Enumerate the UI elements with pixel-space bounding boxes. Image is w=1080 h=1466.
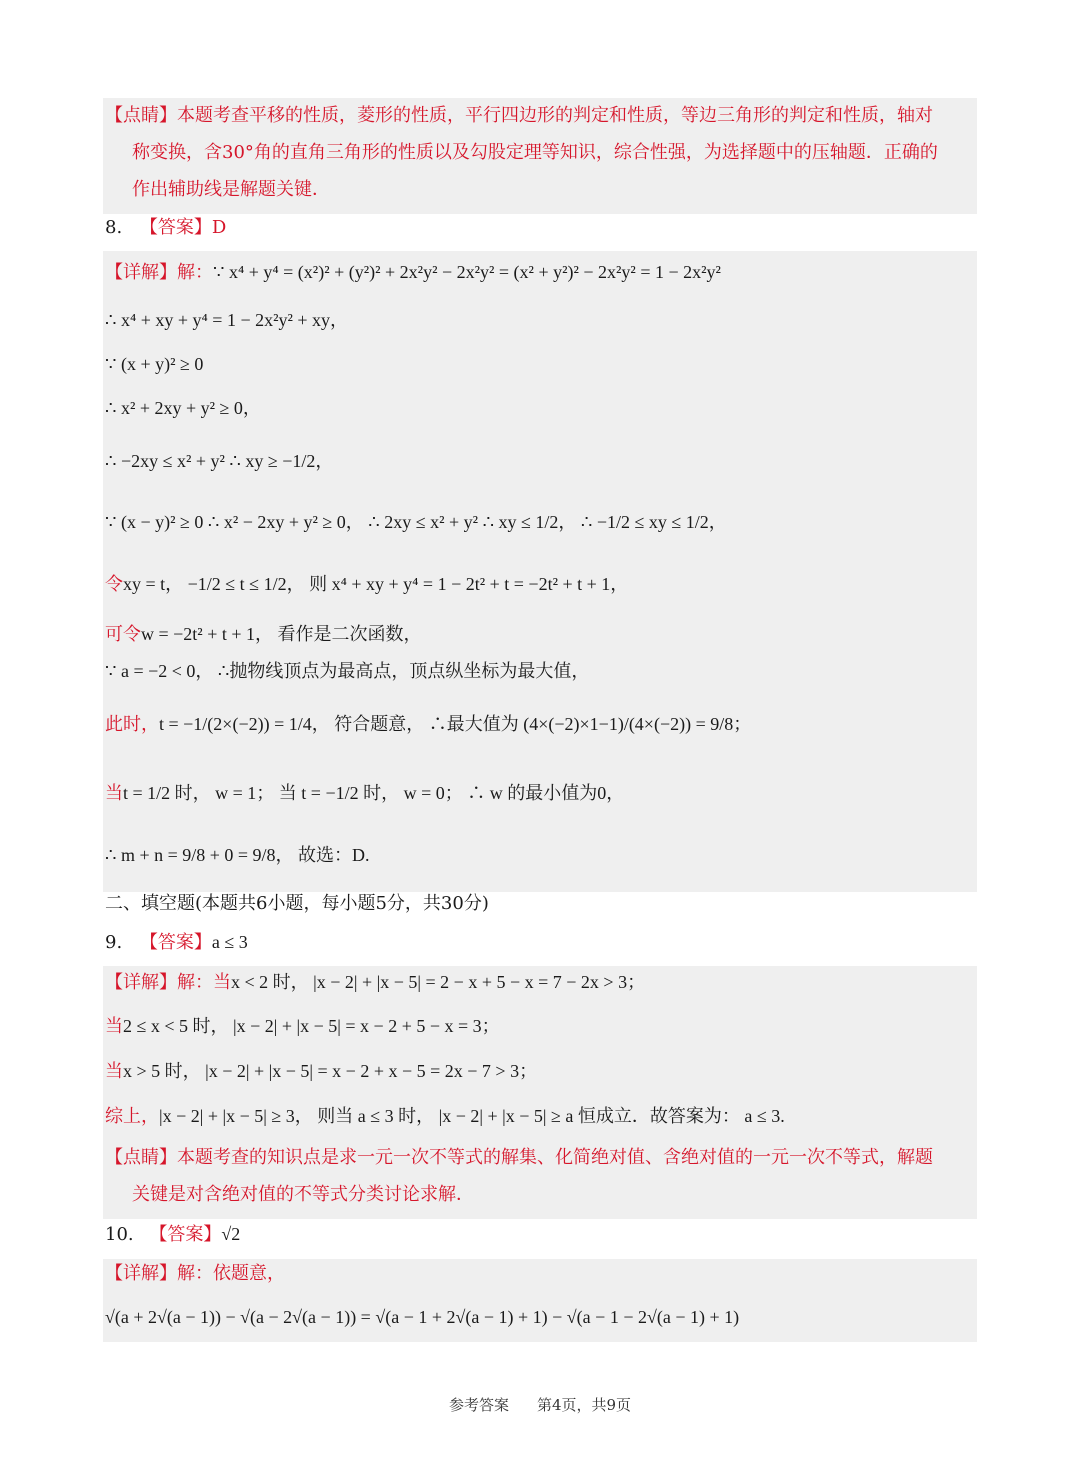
note-q7-line-2: 称变换，含30°角的直角三角形的性质以及勾股定理等知识，综合性强，为选择题中的压轴题．正确的: [132, 142, 938, 163]
q8-answer-tag: 【答案】D: [139, 217, 227, 238]
q8-line-8-label: 可令: [105, 624, 141, 645]
q8-line-2-math: ∴ x⁴ + xy + y⁴ = 1 − 2x²y² + xy，: [105, 310, 349, 330]
q10-line-2: [105, 1305, 739, 1330]
q8-line-12-math: ∴ m + n = 9/8 + 0 = 9/8， 故选：D.: [105, 845, 370, 865]
q9-line-1-label: 【详解】解：当: [105, 972, 231, 993]
solution-block-q9: [103, 966, 977, 1219]
note-q7-line-1: 【点睛】本题考查平移的性质，菱形的性质，平行四边形的判定和性质，等边三角形的判定和性质，轴对: [105, 105, 933, 126]
q8-line-7: [105, 572, 628, 597]
q8-line-5: [105, 449, 333, 474]
q8-line-11-math: t = 1/2 时， w = 1； 当 t = −1/2 时， w = 0； ∴ w 的最小值为0，: [123, 783, 625, 803]
section-2-heading: 二、填空题(本题共6小题，每小题5分，共30分): [105, 893, 489, 914]
q8-line-8: [105, 622, 422, 647]
note-q7-line-3: 作出辅助线是解题关键．: [132, 179, 330, 200]
q8-line-10-label: 此时，: [105, 714, 159, 735]
q8-line-4-math: ∴ x² + 2xy + y² ≥ 0，: [105, 398, 261, 418]
q8-line-7-math: xy = t， −1/2 ≤ t ≤ 1/2， 则 x⁴ + xy + y⁴ = 1 − 2t² + t = −2t² + t + 1，: [123, 574, 629, 594]
footer-doc-label: 参考答案: [448, 1396, 509, 1414]
q8-line-5-math: ∴ −2xy ≤ x² + y² ∴ xy ≥ −1/2，: [105, 451, 334, 471]
q8-line-3: [105, 352, 203, 377]
q8-line-1: [105, 260, 721, 285]
q8-line-10: [105, 712, 751, 737]
q9-line-4-math: |x − 2| + |x − 5| ≥ 3， 则当 a ≤ 3 时， |x − 2| + |x − 5| ≥ a 恒成立．故答案为： a ≤ 3.: [159, 1106, 785, 1126]
q9-line-1: [105, 970, 645, 995]
q9-answer-tag: 【答案】: [139, 932, 212, 953]
q8-line-1-label: 【详解】解：: [105, 262, 213, 283]
note-q9-line-2: 关键是对含绝对值的不等式分类讨论求解．: [132, 1184, 474, 1205]
q8-line-9-math: ∵ a = −2 < 0， ∴抛物线顶点为最高点，顶点纵坐标为最大值，: [105, 661, 590, 681]
q8-line-6: [105, 510, 727, 535]
q8-line-8-math: w = −2t² + t + 1， 看作是二次函数，: [141, 624, 422, 644]
q9-line-3-label: 当: [105, 1061, 123, 1082]
q8-line-10-math: t = −1/(2×(−2)) = 1/4， 符合题意， ∴最大值为 (4×(−2)×1−1)/(4×(−2)) = 9/8；: [159, 714, 752, 734]
footer-page-number: 第4页，共9页: [536, 1396, 632, 1414]
q9-line-2: [105, 1014, 500, 1039]
q9-header: [105, 930, 248, 955]
q9-line-2-label: 当: [105, 1016, 123, 1037]
q10-line-1-label: 【详解】解：依题意，: [105, 1263, 285, 1284]
q10-number: 10.: [105, 1224, 134, 1245]
page-footer: [0, 1394, 1080, 1415]
q8-line-4: [105, 396, 261, 421]
q8-line-6-math: ∵ (x − y)² ≥ 0 ∴ x² − 2xy + y² ≥ 0， ∴ 2xy ≤ x² + y² ∴ xy ≤ 1/2， ∴ −1/2 ≤ xy ≤ 1/2，: [105, 512, 727, 532]
q8-number: 8.: [105, 217, 123, 238]
q8-line-9: [105, 659, 589, 684]
q8-line-11: [105, 781, 624, 806]
note-q9-line-1: 【点睛】本题考查的知识点是求一元一次不等式的解集、化简绝对值、含绝对值的一元一次不等式，解题: [105, 1147, 933, 1168]
q8-line-12: [105, 843, 370, 868]
q8-line-2: [105, 308, 348, 333]
q9-line-2-math: 2 ≤ x < 5 时， |x − 2| + |x − 5| = x − 2 + 5 − x = 3；: [123, 1016, 500, 1036]
q9-line-4-label: 综上，: [105, 1106, 159, 1127]
q9-line-4: [105, 1104, 785, 1129]
q10-line-1: [105, 1261, 285, 1286]
q9-answer-value: a ≤ 3: [211, 932, 248, 952]
q9-line-1-math: x < 2 时， |x − 2| + |x − 5| = 2 − x + 5 − x = 7 − 2x > 3；: [231, 972, 646, 992]
q10-header: [105, 1222, 240, 1247]
q10-line-2-math: √(a + 2√(a − 1)) − √(a − 2√(a − 1)) = √(a − 1 + 2√(a − 1) + 1) − √(a − 1 − 2√(a − 1) + 1): [105, 1307, 740, 1327]
q8-line-7-label: 令: [105, 574, 123, 595]
q10-answer-value: √2: [221, 1224, 241, 1244]
q8-line-3-math: ∵ (x + y)² ≥ 0: [105, 354, 204, 374]
q9-line-3-math: x > 5 时， |x − 2| + |x − 5| = x − 2 + x − 5 = 2x − 7 > 3；: [123, 1061, 538, 1081]
q8-header: [105, 216, 226, 240]
q9-line-3: [105, 1059, 537, 1084]
q8-line-1-math: ∵ x⁴ + y⁴ = (x²)² + (y²)² + 2x²y² − 2x²y² = (x² + y²)² − 2x²y² = 1 − 2x²y²: [213, 262, 721, 282]
q10-answer-tag: 【答案】: [149, 1224, 222, 1245]
q9-number: 9.: [105, 932, 123, 953]
q8-line-11-label: 当: [105, 783, 123, 804]
